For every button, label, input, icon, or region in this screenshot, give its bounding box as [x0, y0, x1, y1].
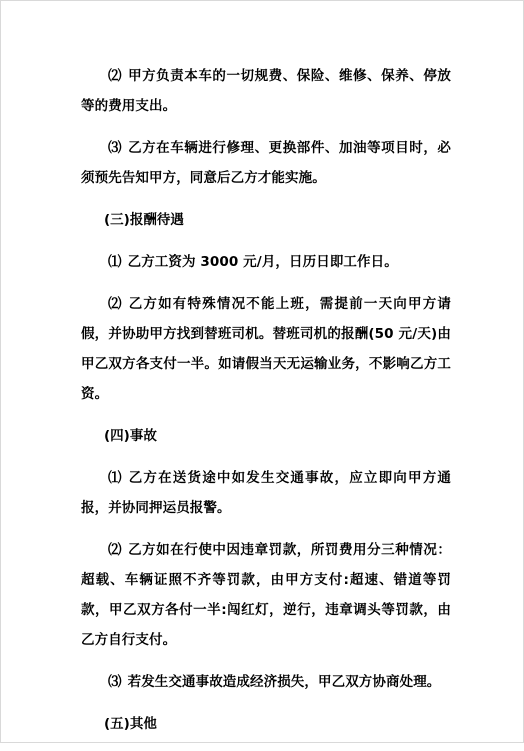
paragraph-salary [81, 247, 451, 277]
paragraph-leave [81, 289, 451, 409]
section-heading-accidents: (四)事故 [104, 428, 157, 444]
paragraph-text: 乙方如在行使中因违章罚款，所罚费用分三种情况：超载、车辆证照不齐等罚款，由甲方支付:超速、错道等罚款，甲乙双方各付一半:闯红灯，逆行，违章调头等罚款，由乙方自行支付。 [81, 542, 451, 648]
paragraph-text: 乙方如有特殊情况不能上班，需提前一天向甲方请假，并协助甲方找到替班司机。替班司机的报酬(50 元/天)由甲乙双方各支付一半。如请假当天无运输业务，不影响乙方工资。 [81, 296, 451, 402]
paragraph-accident-report [81, 463, 451, 523]
paragraph-fees [81, 61, 451, 121]
section-heading-other: (五)其他 [104, 716, 157, 732]
paragraph-text: 乙方在车辆进行修理、更换部件、加油等项目时，必须预先告知甲方，同意后乙方才能实施。 [81, 140, 451, 186]
item-number: ⑵ [108, 542, 123, 558]
document-body [81, 61, 451, 751]
item-number: ⑶ [108, 674, 122, 690]
item-number: ⑴ [108, 254, 122, 270]
item-number: ⑵ [108, 296, 123, 312]
paragraph-repairs [81, 133, 451, 193]
item-number: ⑶ [108, 140, 123, 156]
paragraph-text: 若发生交通事故造成经济损失，甲乙双方协商处理。 [127, 674, 441, 690]
paragraph-text: 乙方在送货途中如发生交通事故，应立即向甲方通报，并协同押运员报警。 [81, 470, 451, 516]
paragraph-losses [81, 667, 451, 697]
paragraph-text: 乙方工资为 3000 元/月，日历日即工作日。 [127, 254, 398, 270]
item-number: ⑴ [108, 470, 123, 486]
paragraph-fines [81, 535, 451, 655]
item-number: ⑵ [108, 68, 123, 84]
paragraph-text: 甲方负责本车的一切规费、保险、维修、保养、停放等的费用支出。 [81, 68, 451, 114]
section-heading-remuneration: (三)报酬待遇 [104, 212, 184, 228]
